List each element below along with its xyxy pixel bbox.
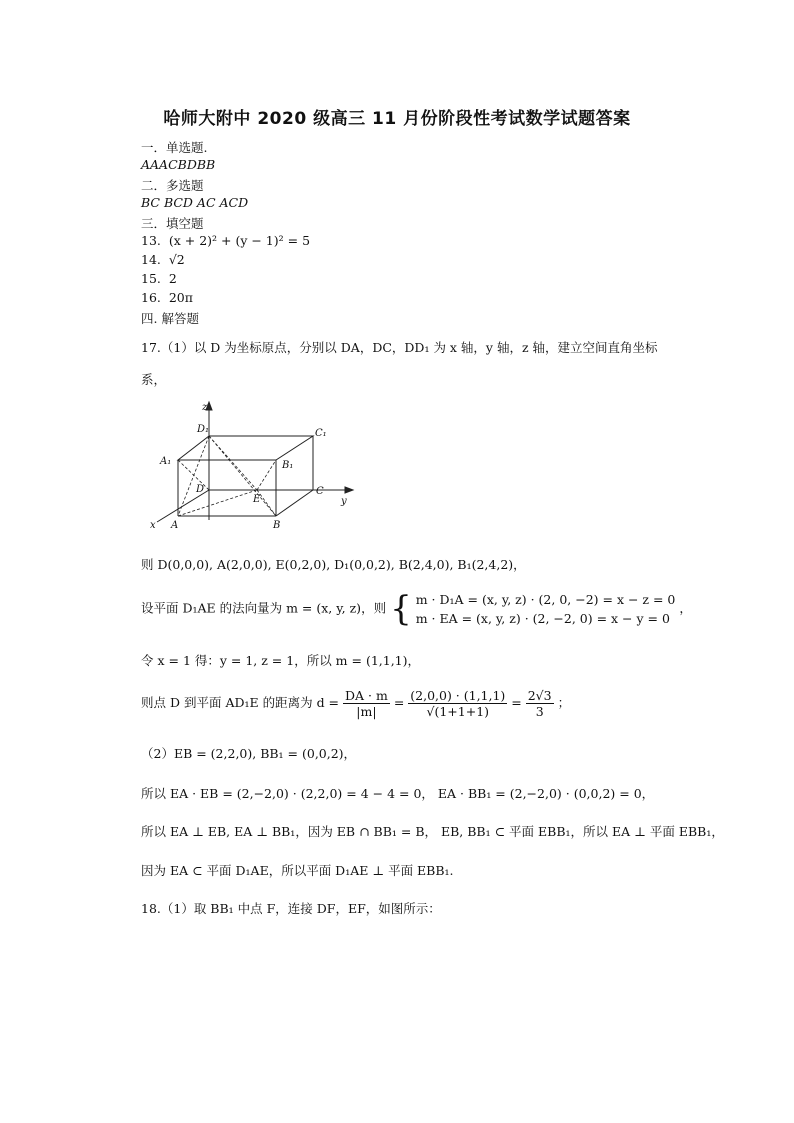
cuboid-figure [145, 398, 360, 533]
label-a: A [171, 520, 179, 531]
fraction-numerator: DA · m [345, 688, 388, 703]
y-axis-arrow [345, 487, 353, 493]
label-a1: A₁ [160, 456, 172, 467]
distance-suffix: ； [557, 695, 571, 710]
section2-heading: 二．多选题 [141, 178, 204, 193]
perpendicular-line: 所以 EA ⊥ EB, EA ⊥ BB₁，因为 EB ∩ BB₁ = B， EB, BB₁ ⊂ 平面 EBB₁，所以 EA ⊥ 平面 EBB₁， [141, 824, 724, 839]
coords-line: 则 D(0,0,0), A(2,0,0), E(0,2,0), D₁(0,0,2), B(2,4,0), B₁(2,4,2)， [141, 557, 526, 572]
dot-product-line: 所以 EA · EB = (2,−2,0) · (2,2,0) = 4 − 4 = 0， EA · BB₁ = (2,−2,0) · (0,0,2) = 0， [141, 786, 655, 801]
distance-formula: 则点 D 到平面 AD₁E 的距离为 d = $\frac{DA \cdot m}{|m|}$ = $\frac{(2,0,0) \cdot (1,1,1)}{√(1+1+1)}$ = $\frac{2√3}{3}$ ； [141, 688, 571, 719]
fill-blank-16 [141, 290, 193, 305]
fill-blank-number: 16. [141, 290, 161, 305]
fill-blank-15 [141, 271, 177, 286]
label-z: z [202, 402, 208, 413]
dashed-a1d [178, 460, 209, 490]
system-equations [416, 590, 676, 628]
distance-prefix: 则点 D 到平面 AD₁E 的距离为 d = [141, 695, 340, 710]
let-line: 令 x = 1 得：y = 1, z = 1，所以 m = (1,1,1)， [141, 653, 421, 668]
normal-vector-system [141, 590, 692, 628]
system-brace: { [390, 589, 412, 629]
label-b: B [273, 520, 281, 531]
top-face [178, 436, 313, 460]
label-y: y [341, 496, 347, 507]
dashed-eb1 [257, 460, 276, 490]
section4-heading: 四. 解答题 [141, 311, 199, 326]
fill-blank-answer: 20π [168, 290, 193, 305]
edge-bc [276, 490, 313, 516]
fraction-denominator: √(1+1+1) [426, 704, 490, 719]
normal-suffix: ， [679, 600, 692, 616]
label-d: D [196, 484, 205, 495]
fill-blank-14 [141, 252, 185, 267]
fill-blank-answer: 2 [168, 271, 177, 286]
q17-intro-line1: 17.（1）以 D 为坐标原点，分别以 DA，DC，DD₁ 为 x 轴，y 轴，z 轴，建立空间直角坐标 [141, 340, 658, 355]
q17-intro-line2: 系， [141, 372, 167, 387]
label-d1: D₁ [197, 424, 210, 435]
label-e: E [253, 494, 261, 505]
q18-line: 18.（1）取 BB₁ 中点 F，连接 DF，EF，如图所示： [141, 901, 441, 916]
dashed-ae [178, 490, 257, 516]
fill-blank-answer: (x + 2)² + (y − 1)² = 5 [168, 233, 311, 248]
distance-fraction-1 [343, 688, 390, 719]
label-c: C [316, 486, 324, 497]
section1-heading: 一．单选题. [141, 140, 208, 155]
section1-answers: AAACBDBB [141, 157, 216, 172]
label-c1: C₁ [315, 428, 327, 439]
fill-blank-answer: √2 [168, 252, 185, 267]
part2-line: （2）EB = (2,2,0), BB₁ = (0,0,2)， [141, 746, 357, 761]
label-b1: B₁ [282, 460, 294, 471]
normal-eq2: m · EA = (x, y, z) · (2, −2, 0) = x − y = 0 [415, 611, 670, 626]
fill-blank-number: 15. [141, 271, 161, 286]
normal-prefix: 设平面 D₁AE 的法向量为 m = (x, y, z)，则 [141, 600, 387, 616]
fraction-denominator: |m| [356, 704, 377, 719]
document-title: 哈师大附中 2020 级高三 11 月份阶段性考试数学试题答案 [163, 109, 631, 129]
fill-blank-13 [141, 233, 310, 248]
distance-fraction-2 [408, 688, 507, 719]
section3-heading: 三．填空题 [141, 216, 204, 231]
fill-blank-number: 14. [141, 252, 161, 267]
fill-blank-number: 13. [141, 233, 161, 248]
fraction-numerator: 2√3 [527, 688, 552, 703]
distance-fraction-3 [526, 688, 554, 719]
normal-eq1: m · D₁A = (x, y, z) · (2, 0, −2) = x − z = 0 [415, 592, 676, 607]
section2-answers: BC BCD AC ACD [141, 195, 249, 210]
label-x: x [150, 520, 156, 531]
conclusion-line: 因为 EA ⊂ 平面 D₁AE，所以平面 D₁AE ⊥ 平面 EBB₁. [141, 863, 454, 878]
fraction-numerator: (2,0,0) · (1,1,1) [410, 688, 506, 703]
fraction-denominator: 3 [535, 704, 544, 719]
